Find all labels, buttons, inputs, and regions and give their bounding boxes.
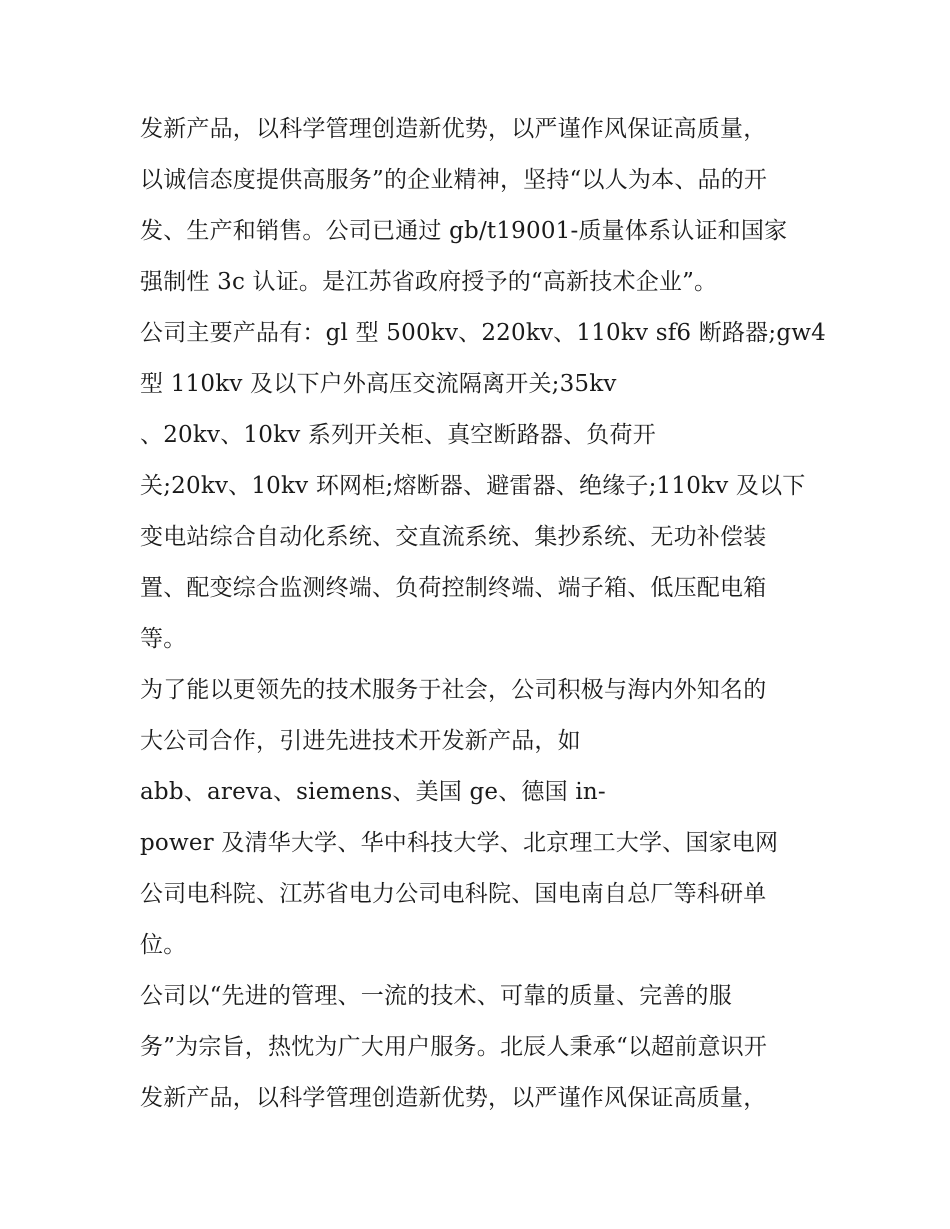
document-body	[140, 104, 830, 1124]
text-line: 务”为宗旨，热忱为广大用户服务。北辰人秉承“以超前意识开	[140, 1034, 768, 1060]
text-line: 关;20kv、10kv 环网柜;熔断器、避雷器、绝缘子;110kv 及以下	[140, 473, 806, 499]
text-line: abb、areva、siemens、美国 ge、德国 in-	[140, 779, 606, 805]
text-line: 大公司合作，引进先进技术开发新产品，如	[140, 728, 581, 754]
text-line: 公司以“先进的管理、一流的技术、可靠的质量、完善的服	[140, 983, 732, 1009]
text-line: 为了能以更领先的技术服务于社会，公司积极与海内外知名的	[140, 677, 767, 703]
text-line: 发、生产和销售。公司已通过 gb/t19001-质量体系认证和国家	[140, 218, 788, 244]
text-line: 位。	[140, 932, 187, 958]
text-line: power 及清华大学、华中科技大学、北京理工大学、国家电网	[140, 830, 779, 856]
text-line: 型 110kv 及以下户外高压交流隔离开关;35kv	[140, 371, 617, 397]
text-line: 公司主要产品有：gl 型 500kv、220kv、110kv sf6 断路器;gw4	[140, 320, 826, 346]
text-line: 发新产品，以科学管理创造新优势，以严谨作风保证高质量，	[140, 1085, 767, 1111]
text-line: 、20kv、10kv 系列开关柜、真空断路器、负荷开	[140, 422, 656, 448]
text-line: 变电站综合自动化系统、交直流系统、集抄系统、无功补偿装	[140, 524, 767, 550]
text-line: 以诚信态度提供高服务”的企业精神，坚持“以人为本、品的开	[140, 167, 768, 193]
text-line: 公司电科院、江苏省电力公司电科院、国电南自总厂等科研单	[140, 881, 767, 907]
text-line: 等。	[140, 626, 187, 652]
text-line: 置、配变综合监测终端、负荷控制终端、端子箱、低压配电箱	[140, 575, 767, 601]
text-line: 强制性 3c 认证。是江苏省政府授予的“高新技术企业”。	[140, 269, 718, 295]
text-line: 发新产品，以科学管理创造新优势，以严谨作风保证高质量，	[140, 116, 767, 142]
